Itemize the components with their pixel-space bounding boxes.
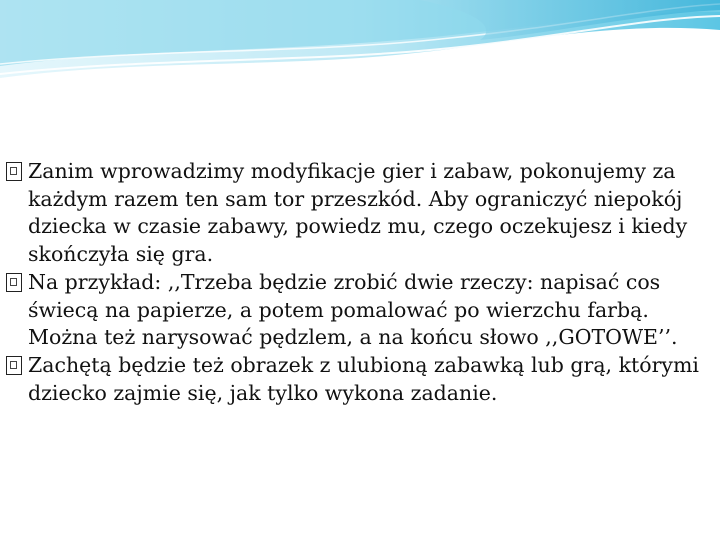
square-bullet-icon xyxy=(6,356,22,375)
paragraph-1 xyxy=(6,158,712,269)
paragraph-1-text: Zanim wprowadzimy modyfikacje gier i zabaw, pokonujemy za każdym razem ten sam tor przeszkód. Aby ograniczyć niepokój dziecka w czasie zabawy, powiedz mu, czego oczekujesz i kiedy skończyła się gra. xyxy=(28,159,688,267)
paragraph-2 xyxy=(6,269,712,352)
square-bullet-icon xyxy=(6,273,22,292)
paragraph-2-text: Na przykład: ,,Trzeba będzie zrobić dwie rzeczy: napisać cos świecą na papierze, a potem pomalować po wierzchu farbą. Można też narysować pędzlem, a na końcu słowo ,,GOTOWE’’. xyxy=(28,269,678,350)
square-bullet-icon xyxy=(6,162,22,181)
header-wave-decoration xyxy=(0,0,720,90)
paragraph-3-text: Zachętą będzie też obrazek z ulubioną zabawką lub grą, którymi dziecko zajmie się, jak tylko wykona zadanie. xyxy=(28,352,699,405)
paragraph-3 xyxy=(6,352,712,407)
slide-body xyxy=(6,158,712,407)
